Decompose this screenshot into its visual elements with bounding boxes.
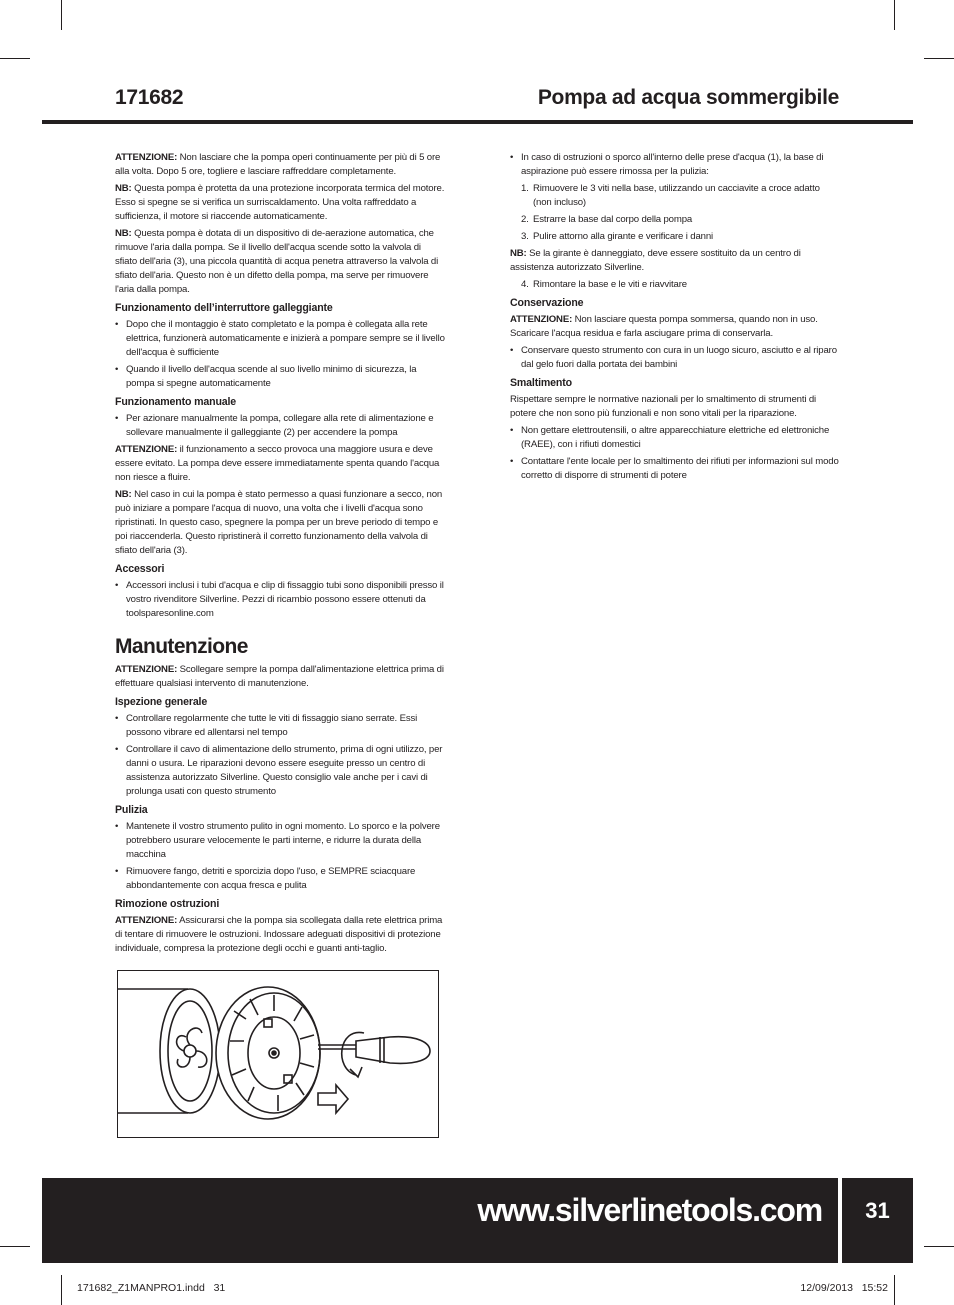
paragraph: NB: Nel caso in cui la pompa è stato permesso a quasi funzionare a secco, non può iniziare a pompare l'acqua di nuovo, una volta che i livelli d'acqua sono ripristinati. In questo caso, spegnere la pompa per un breve periodo di tempo e poi riaccenderla. Questo ripristinerà il corretto funzionamento della valvola di sfiato dell'aria (3). [115,489,443,556]
right-column [510,151,840,486]
paragraph: ATTENZIONE: Non lasciare questa pompa sommersa, quando non in uso. Scaricare l'acqua residua e farla asciugare prima di conservarla. [510,314,818,339]
numbered-step: 4. Rimontare la base e le viti e riavvitare [521,279,687,290]
section-heading: Conservazione [510,297,584,309]
section-heading: Rimozione ostruzioni [115,898,220,910]
list-item: • Contattare l'ente locale per lo smaltimento dei rifiuti per informazioni sul modo corretto di disporre di strumenti di potere [510,456,839,481]
list-item: • Quando il livello dell'acqua scende al suo livello minimo di sicurezza, la pompa si spegne automaticamente [115,364,417,389]
numbered-step: 2. Estrarre la base dal corpo della pompa [521,214,693,225]
section-heading: Ispezione generale [115,696,208,708]
list-item: • In caso di ostruzioni o sporco all'interno delle prese d'acqua (1), la base di aspirazione può essere rimossa per la pulizia: [510,152,824,177]
list-item: • Non gettare elettroutensili, o altre apparecchiature elettriche ed elettroniche (RAEE), con i rifiuti domestici [510,425,830,450]
header-rule [42,120,913,124]
section-heading: Funzionamento dell’interruttore galleggiante [115,302,333,314]
figure-pump-base-removal [117,970,439,1138]
website-url: www.silverlinetools.com [477,1192,822,1228]
paragraph: NB: Questa pompa è protetta da una protezione incorporata termica del motore. Esso si spegne se si verifica un surriscaldamento. Una volta raffreddato a sufficienza, il motore si riaccende automaticamente. [115,183,445,222]
page-number: 31 [865,1198,890,1223]
list-item: • Rimuovere fango, detriti e sporcizia dopo l'uso, e SEMPRE sciacquare abbondantemente con acqua fresca e pulita [115,866,416,891]
crop-mark [894,1275,895,1305]
page-title: Pompa ad acqua sommergibile [537,86,839,109]
list-item: • Dopo che il montaggio è stato completato e la pompa è collegata alla rete elettrica, funzionerà automaticamente e inizierà a pompare sempre se il livello dell'acqua è sufficiente [115,319,445,358]
slug-file: 171682_Z1MANPRO1.indd 31 [77,1282,226,1294]
footer-band [42,1178,913,1263]
numbered-step: 3. Pulire attorno alla girante e verificare i danni [521,231,713,242]
left-column [115,151,445,959]
paragraph: ATTENZIONE: Scollegare sempre la pompa dall'alimentazione elettrica prima di effettuare qualsiasi intervento di manutenzione. [115,664,444,689]
crop-mark [924,58,954,59]
list-item: • Accessori inclusi i tubi d'acqua e clip di fissaggio tubi sono disponibili presso il vostro rivenditore Silverline. Pezzi di ricambio possono essere ottenuti da toolsparesonline.com [115,580,444,619]
list-item: • Per azionare manualmente la pompa, collegare alla rete di alimentazione e sollevare manualmente il galleggiante (2) per accendere la pompa [115,413,434,438]
paragraph: ATTENZIONE: Assicurarsi che la pompa sia scollegata dalla rete elettrica prima di tentare di rimuovere le ostruzioni. Indossare adeguati dispositivi di protezione individuale, compresa la protezione degli occhi e guanti anti-taglio. [115,915,443,954]
crop-mark [924,1246,954,1247]
numbered-step: 1. Rimuovere le 3 viti nella base, utilizzando un cacciavite a croce adatto (non incluso) [521,183,820,208]
crop-mark [61,1275,62,1305]
slug-date: 12/09/2013 15:52 [800,1282,888,1294]
crop-mark [0,1246,30,1247]
list-item: • Controllare regolarmente che tutte le viti di fissaggio siano serrate. Essi possono vibrare ed allentarsi nel tempo [115,713,418,738]
crop-mark [61,0,62,30]
list-item: • Conservare questo strumento con cura in un luogo sicuro, asciutto e al riparo dal gelo fuori dalla portata dei bambini [510,345,837,370]
section-heading: Pulizia [115,804,148,816]
paragraph: NB: Questa pompa è dotata di un dispositivo di de-aerazione automatica, che rimuove l'aria dalla pompa. Se il livello dell'acqua scende sotto la valvola di sfiato dell'aria (3), una piccola quantità di acqua penetra attraverso la valvola di sfiato dell'aria. Questo non è un difetto della pompa, ma serve per rimuovere l'aria dalla pompa. [115,228,439,295]
section-heading: Accessori [115,563,165,575]
paragraph: Rispettare sempre le normative nazionali per lo smaltimento di strumenti di potere che non sono più funzionali e non sono vitali per la riparazione. [510,394,817,419]
model-number: 171682 [115,86,184,109]
list-item: • Mantenete il vostro strumento pulito in ogni momento. Lo sporco e la polvere potrebbero usurare velocemente le parti interne, e ridurre la durata della macchina [115,821,440,860]
crop-mark [894,0,895,30]
crop-mark [0,58,30,59]
pump-illustration [118,971,438,1136]
section-heading: Funzionamento manuale [115,396,237,408]
paragraph: ATTENZIONE: Non lasciare che la pompa operi continuamente per più di 5 ore alla volta. Dopo 5 ore, togliere e lasciare raffreddare completamente. [115,152,441,177]
paragraph: ATTENZIONE: il funzionamento a secco provoca una maggiore usura e deve essere evitato. La pompa deve essere immediatamente spenta quando l'acqua non riesce a fluire. [115,444,440,483]
list-item: • Controllare il cavo di alimentazione dello strumento, prima di ogni utilizzo, per danni o usura. Le riparazioni devono essere eseguite presso un centro di assistenza autorizzato Silverline. Questo consiglio vale anche per i cavi di prolunga usati con questo strumento [115,744,443,797]
section-heading: Smaltimento [510,377,572,389]
chapter-heading: Manutenzione [115,635,248,658]
paragraph: NB: Se la girante è danneggiato, deve essere sostituito da un centro di assistenza autorizzato Silverline. [510,248,801,273]
